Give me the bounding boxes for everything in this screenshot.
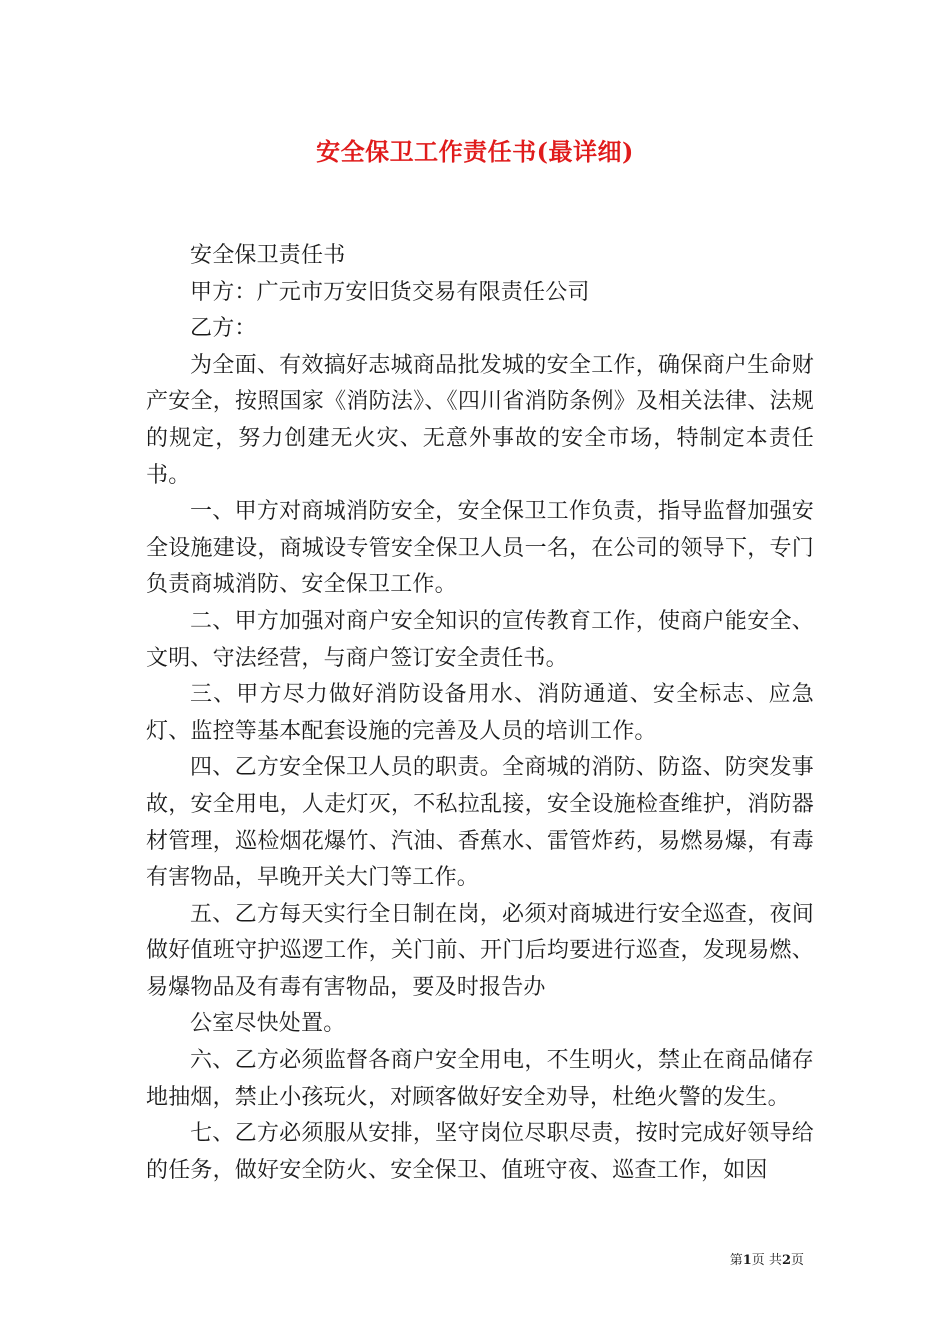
party-b-line: 乙方： bbox=[190, 316, 257, 342]
paragraph: 三、甲方尽力做好消防设备用水、消防通道、安全标志、应急灯、监控等基本配套设施的完善及人员的培训工作。 bbox=[146, 682, 814, 744]
paragraph: 一、甲方对商城消防安全，安全保卫工作负责，指导监督加强安全设施建设，商城设专管安全保卫人员一名，在公司的领导下，专门负责商城消防、安全保卫工作。 bbox=[146, 499, 814, 598]
page-number-footer bbox=[730, 1249, 804, 1268]
paragraph: 六、乙方必须监督各商户安全用电，不生明火，禁止在商品储存地抽烟，禁止小孩玩火，对顾客做好安全劝导，杜绝火警的发生。 bbox=[146, 1048, 814, 1110]
footer-middle: 页 共 bbox=[751, 1253, 782, 1268]
paragraph: 七、乙方必须服从安排，坚守岗位尽职尽责，按时完成好领导给的任务，做好安全防火、安全保卫、值班守夜、巡查工作，如因 bbox=[146, 1121, 814, 1183]
document-subtitle: 安全保卫责任书 bbox=[190, 243, 346, 268]
current-page-number: 1 bbox=[742, 1253, 752, 1268]
document-body bbox=[146, 238, 814, 1189]
paragraph: 四、乙方安全保卫人员的职责。全商城的消防、防盗、防突发事故，安全用电，人走灯灭，不私拉乱接，安全设施检查维护，消防器材管理，巡检烟花爆竹、汽油、香蕉水、雷管炸药，易燃易爆，有毒有害物品，早晚开关大门等工作。 bbox=[146, 755, 814, 891]
paragraph: 五、乙方每天实行全日制在岗，必须对商城进行安全巡查，夜间做好值班守护巡逻工作，关门前、开门后均要进行巡查，发现易燃、易爆物品及有毒有害物品，要及时报告办 bbox=[146, 901, 814, 1000]
document-title: 安全保卫工作责任书(最详细) bbox=[316, 137, 634, 166]
paragraph: 为全面、有效搞好志城商品批发城的安全工作，确保商户生命财产安全，按照国家《消防法》、《四川省消防条例》及相关法律、法规的规定，努力创建无火灾、无意外事故的安全市场，特制定本责任书。 bbox=[146, 352, 814, 488]
paragraph: 二、甲方加强对商户安全知识的宣传教育工作，使商户能安全、文明、守法经营，与商户签订安全责任书。 bbox=[146, 608, 814, 671]
total-page-number: 2 bbox=[781, 1253, 791, 1268]
footer-prefix: 第 bbox=[729, 1253, 743, 1268]
party-a-line: 甲方：广元市万安旧货交易有限责任公司 bbox=[190, 279, 590, 305]
footer-suffix: 页 bbox=[790, 1253, 804, 1268]
paragraph: 公室尽快处置。 bbox=[190, 1011, 346, 1037]
